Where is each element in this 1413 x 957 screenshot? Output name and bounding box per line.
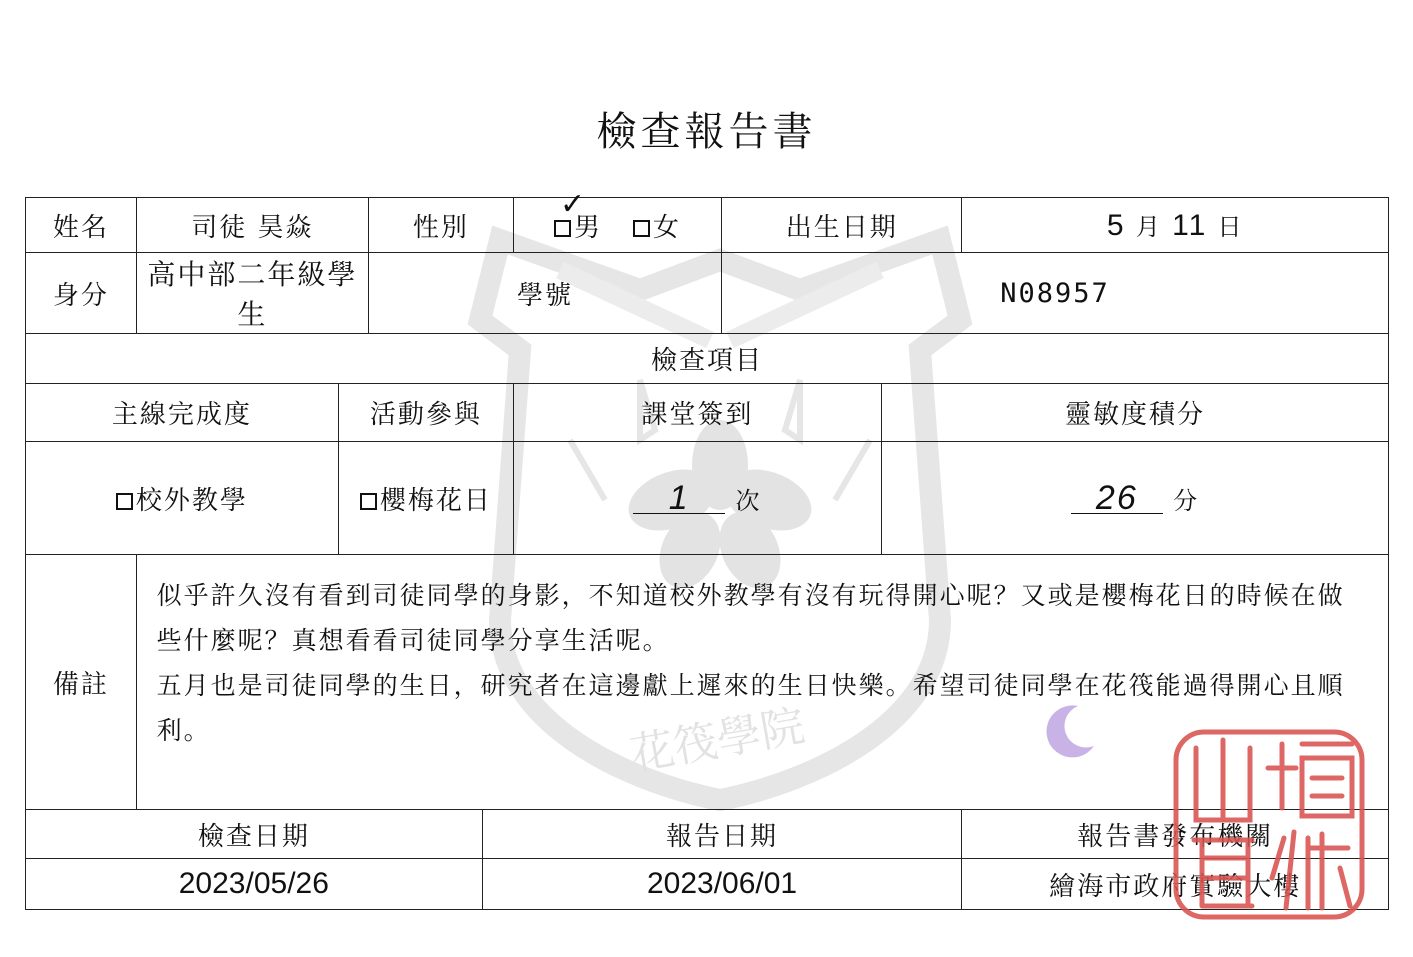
checkbox-empty-icon	[633, 220, 650, 237]
report-date-value: 2023/06/01	[482, 859, 962, 910]
identity-row	[26, 253, 1389, 334]
activity-option[interactable]: 櫻梅花日	[360, 486, 492, 516]
attendance-unit: 次	[735, 486, 762, 515]
remarks-paragraph-2: 五月也是司徒同學的生日，研究者在這邊獻上遲來的生日快樂。希望司徒同學在花筏能過得開心且順利。	[156, 671, 1345, 745]
sensitivity-cell	[881, 442, 1388, 555]
check-date-label: 檢查日期	[26, 810, 483, 859]
birth-month: 5	[1106, 209, 1126, 242]
sensitivity-unit: 分	[1173, 486, 1200, 515]
official-seal-stamp	[1172, 728, 1366, 921]
check-date-value: 2023/05/26	[26, 859, 483, 910]
birth-month-unit: 月	[1135, 213, 1162, 241]
name-value: 司徒 昊焱	[136, 198, 368, 253]
checkbox-checked-icon	[554, 220, 571, 237]
student-id-label: 學號	[369, 253, 722, 334]
header-attendance: 課堂簽到	[513, 384, 881, 442]
basic-info-row	[26, 198, 1389, 253]
check-items-values-row	[26, 442, 1389, 555]
identity-value: 高中部二年級學生	[136, 253, 368, 334]
checkbox-empty-icon	[116, 493, 133, 510]
issuer-label: 報告書發布機關	[962, 810, 1389, 859]
birth-day: 11	[1172, 209, 1208, 242]
check-items-title: 檢查項目	[26, 334, 1389, 384]
gender-male-option[interactable]: ✓ 男	[554, 207, 602, 244]
mainline-cell	[26, 442, 339, 555]
activity-cell	[338, 442, 513, 555]
student-id-value: N08957	[722, 253, 1389, 334]
watermark-text: 花筏學院	[626, 700, 809, 782]
report-title: 檢查報告書	[596, 109, 817, 155]
identity-label: 身分	[26, 253, 137, 334]
header-sensitivity: 靈敏度積分	[881, 384, 1388, 442]
remarks-paragraph-1: 似乎許久沒有看到司徒同學的身影，不知道校外教學有沒有玩得開心呢？又或是櫻梅花日的時候在做些什麼呢？真想看看司徒同學分享生活呢。	[156, 581, 1345, 655]
attendance-cell	[513, 442, 881, 555]
gender-options	[513, 186, 721, 253]
attendance-count: 1	[633, 483, 725, 514]
gender-female-option[interactable]: 女	[633, 207, 681, 244]
birth-date-value	[962, 198, 1389, 253]
mainline-option[interactable]: 校外教學	[116, 486, 248, 516]
sensitivity-score: 26	[1071, 483, 1163, 514]
crescent-moon-icon	[1040, 700, 1100, 760]
gender-label: 性別	[369, 198, 514, 253]
remarks-label: 備註	[26, 555, 137, 810]
birth-day-unit: 日	[1217, 213, 1244, 241]
checkmark-icon: ✓	[560, 186, 588, 222]
check-items-header-row	[26, 384, 1389, 442]
birth-date-label: 出生日期	[722, 198, 962, 253]
name-label: 姓名	[26, 198, 137, 253]
issuer-value: 繪海市政府實驗大樓	[962, 859, 1389, 910]
header-mainline: 主線完成度	[26, 384, 339, 442]
report-date-label: 報告日期	[482, 810, 962, 859]
header-activity: 活動參與	[338, 384, 513, 442]
check-items-title-row	[26, 334, 1389, 384]
checkbox-empty-icon	[360, 493, 377, 510]
